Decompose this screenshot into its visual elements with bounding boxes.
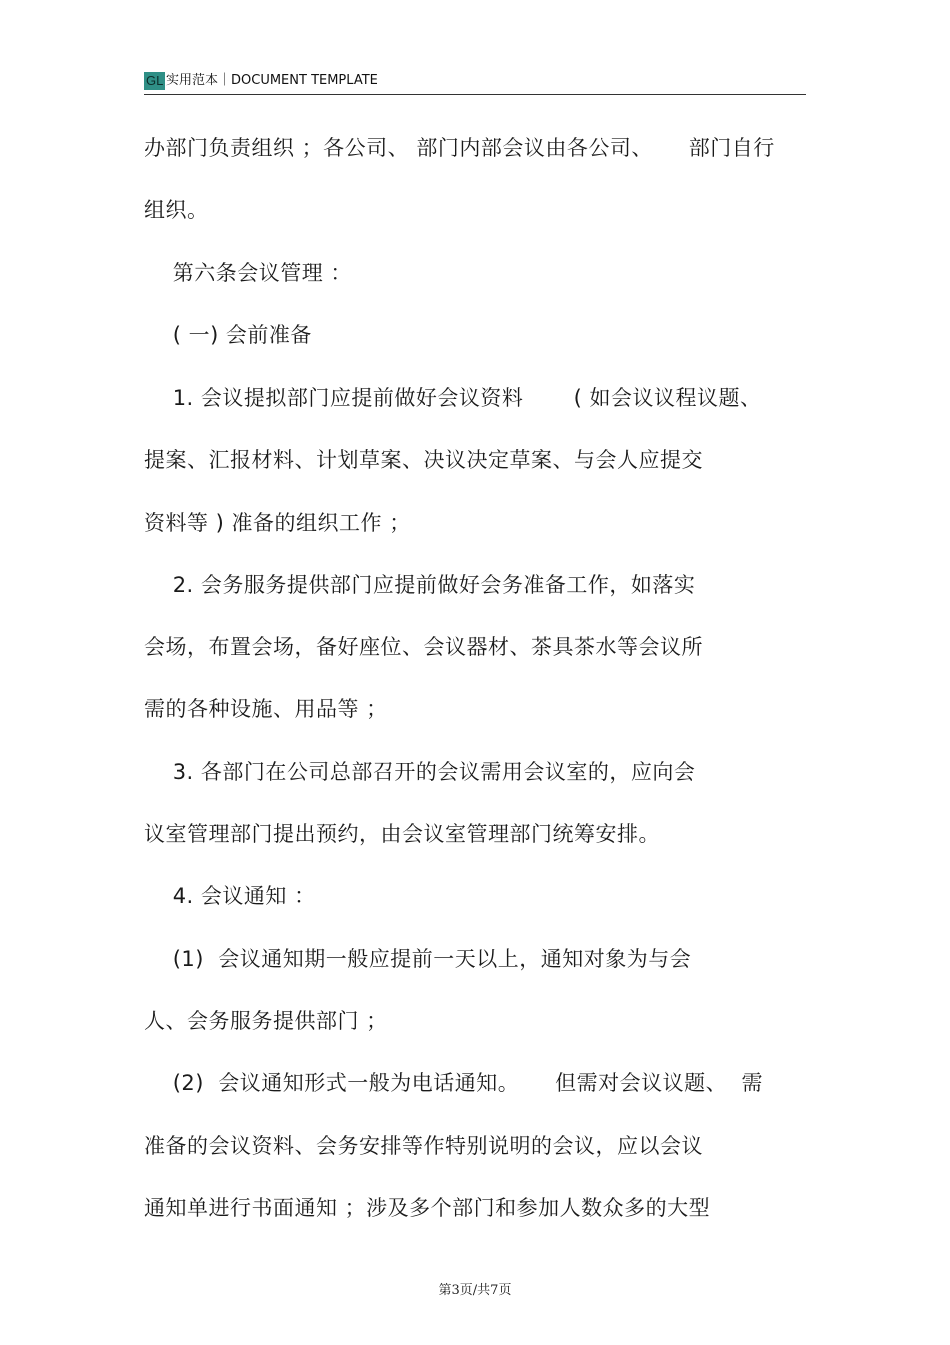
- body-line: 2. 会务服务提供部门应提前做好会务准备工作，如落实: [144, 573, 696, 597]
- body-line: 议室管理部门提出预约，由会议室管理部门统筹安排。: [144, 822, 660, 846]
- body-line: (2) 会议通知形式一般为电话通知。 但需对会议议题、 需: [144, 1071, 764, 1095]
- body-line: 通知单进行书面通知 ；涉及多个部门和参加人数众多的大型: [144, 1196, 711, 1220]
- body-line: 组织。: [144, 198, 209, 222]
- page-number: 第3页/共7页: [438, 1283, 512, 1298]
- body-line: 3. 各部门在公司总部召开的会议需用会议室的，应向会: [144, 760, 696, 784]
- body-line: 4. 会议通知 ：: [144, 884, 316, 908]
- body-line: 办部门负责组织 ；各公司、 部门内部会议由各公司、 部门自行: [144, 136, 775, 160]
- header-title: 实用范本｜DOCUMENT TEMPLATE: [166, 73, 378, 88]
- body-line: 会场，布置会场，备好座位、会议器材、茶具茶水等会议所: [144, 635, 703, 659]
- section-heading: 第六条会议管理 ：: [144, 261, 352, 285]
- page-header: [144, 70, 806, 95]
- body-line: 资料等 ) 准备的组织工作 ；: [144, 511, 411, 535]
- body-line: 需的各种设施、用品等 ；: [144, 697, 388, 721]
- body-line: 人、会务服务提供部门 ；: [144, 1009, 388, 1033]
- body-line: 1. 会议提拟部门应提前做好会议资料 ( 如会议议程议题、: [144, 386, 762, 410]
- body-line: 提案、汇报材料、计划草案、决议决定草案、与会人应提交: [144, 448, 703, 472]
- gl-logo: GL: [146, 73, 164, 88]
- body-line: 准备的会议资料、会务安排等作特别说明的会议，应以会议: [144, 1134, 703, 1158]
- subsection-heading: ( 一) 会前准备: [144, 323, 312, 347]
- body-line: (1) 会议通知期一般应提前一天以上，通知对象为与会: [144, 947, 692, 971]
